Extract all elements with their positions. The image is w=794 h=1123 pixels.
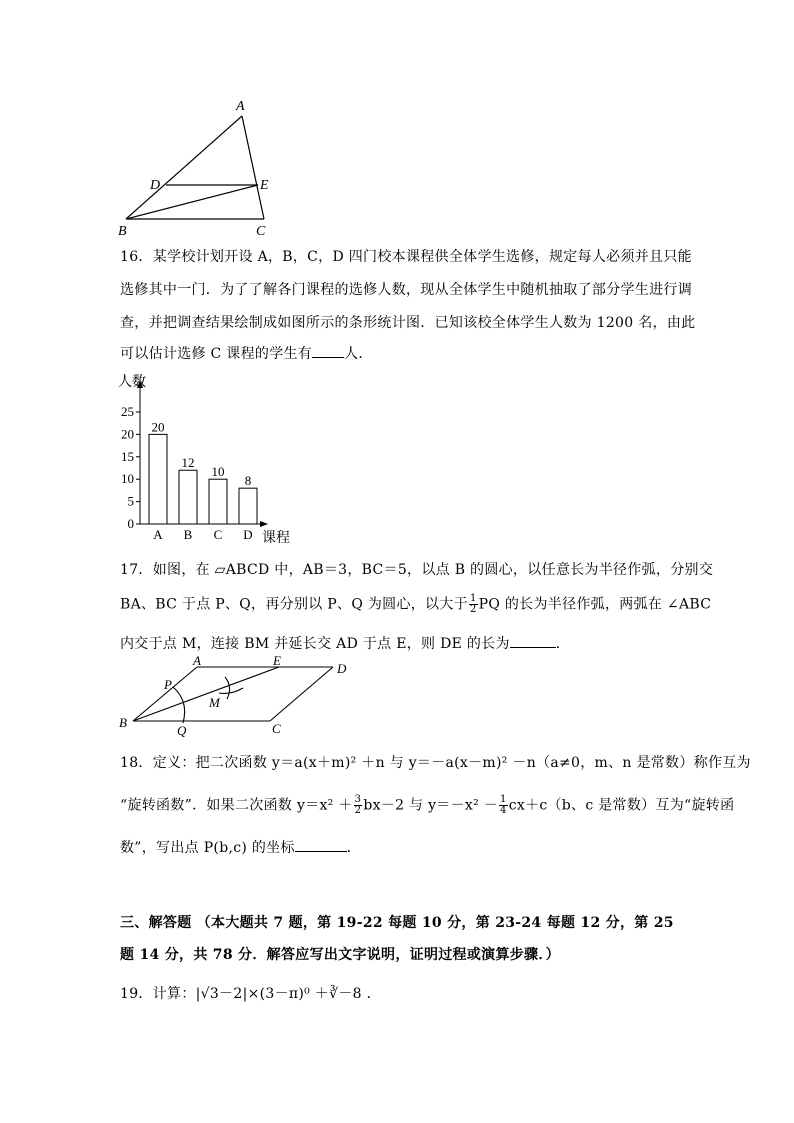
q18-frac2-den: 4 <box>500 805 507 816</box>
data-label-D: 8 <box>244 473 252 489</box>
label-m: M <box>209 695 220 710</box>
q16-line1: 16．某学校计划开设 A，B，C，D 四门校本课程供全体学生选修，规定每人必须并且只能 <box>120 249 692 265</box>
q17-frac-den: 2 <box>469 604 477 615</box>
q17-line2-pre: BA、BC 于点 P、Q，再分别以 P、Q 为圆心，以大于 <box>120 596 468 613</box>
q18-frac1-num: 3 <box>354 794 362 805</box>
q18-answer-blank <box>295 837 347 852</box>
side-cd <box>270 667 333 721</box>
bar-chart <box>112 370 302 550</box>
category-label-C: C <box>213 527 223 542</box>
q18-line3-post: ． <box>346 840 362 856</box>
x-axis-label: 课程 <box>262 531 290 546</box>
q18-fraction-1 <box>354 795 363 816</box>
y-axis-label: 人数 <box>118 375 146 390</box>
label-b: B <box>118 224 127 239</box>
q18-line2-a: “旋转函数”．如果二次函数 y＝x² ＋ <box>120 797 353 814</box>
q17-line3-pre: 内交于点 M，连接 BM 并延长交 AD 于点 E，则 DE 的长为 <box>120 636 510 652</box>
side-ab <box>133 667 197 721</box>
q18-fraction-2 <box>499 795 508 816</box>
q16-line2: 选修其中一门．为了了解各门课程的选修人数，现从全体学生中随机抽取了部分学生进行调 <box>120 282 692 298</box>
q18-line3-pre: 数”，写出点 P(b,c) 的坐标 <box>120 840 295 856</box>
bar-C <box>209 479 227 524</box>
q16-answer-blank <box>312 343 344 358</box>
data-label-C: 10 <box>211 464 225 480</box>
bar-B <box>179 470 197 524</box>
q17-line2 <box>120 594 711 615</box>
q16-line4-post: 人． <box>344 346 373 362</box>
q18-line2 <box>120 795 734 816</box>
arc-from-p <box>225 677 230 699</box>
y-tick-label: 20 <box>121 426 134 442</box>
q17-fraction <box>469 594 478 615</box>
q18-frac2-num: 1 <box>500 794 507 805</box>
y-tick-label: 15 <box>121 448 134 464</box>
q17-answer-blank <box>510 633 556 648</box>
label-a: A <box>193 655 201 668</box>
q18-line2-b: bx－2 与 y＝－x² － <box>363 797 499 814</box>
q19-text: 19．计算：|√3－2|×(3－π)⁰ ＋∛－8 ． <box>120 986 381 1002</box>
q18-frac1-den: 2 <box>354 805 362 816</box>
q16-line3: 查，并把调查结果绘制成如图所示的条形统计图．已知该校全体学生人数为 1200 名，由此 <box>120 315 696 331</box>
category-label-D: D <box>243 527 253 542</box>
q18-line2-c: cx＋c（b、c 是常数）互为“旋转函 <box>508 797 735 814</box>
label-e: E <box>260 178 269 193</box>
label-d: D <box>337 661 347 676</box>
label-e: E <box>273 655 281 668</box>
triangle-figure <box>110 95 290 240</box>
arc-from-q <box>219 688 243 693</box>
label-a: A <box>236 99 245 114</box>
q17-line3-post: ． <box>555 636 571 652</box>
category-label-B: B <box>183 527 193 542</box>
y-tick-label: 5 <box>127 493 134 509</box>
section3-line1: 三、解答题 （本大题共 7 题，第 19-22 每题 10 分，第 23-24 每题 12 分，第 25 <box>120 915 674 931</box>
label-c: C <box>272 721 281 736</box>
category-label-A: A <box>153 527 163 542</box>
x-axis-arrow <box>260 521 268 527</box>
y-tick-label: 25 <box>121 404 134 419</box>
label-p: P <box>164 677 172 692</box>
q17-line3 <box>120 633 570 654</box>
label-c: C <box>256 224 266 239</box>
bar-A <box>149 434 167 524</box>
parallelogram-figure <box>115 655 360 740</box>
q18-line1: 18．定义：把二次函数 y＝a(x＋m)² ＋n 与 y＝－a(x－m)² －n（a≠0，m、n 是常数）称作互为 <box>120 755 751 771</box>
label-d: D <box>150 178 161 193</box>
label-q: Q <box>177 723 187 738</box>
y-tick-label: 10 <box>121 471 134 487</box>
label-b: B <box>119 715 127 730</box>
y-tick-label: 0 <box>127 516 134 531</box>
q17-line2-post: PQ 的长为半径作弧，两弧在 ∠ABC <box>478 596 712 613</box>
q16-line4-pre: 可以估计选修 C 课程的学生有 <box>120 346 313 362</box>
segment-be <box>133 667 279 721</box>
q16-line4 <box>120 343 373 364</box>
q17-line1: 17．如图，在 ▱ABCD 中，AB＝3，BC＝5，以点 B 的圆心，以任意长为半径作弧，分别交 <box>120 562 714 578</box>
data-label-A: 20 <box>151 419 165 435</box>
bar-D <box>239 488 257 524</box>
section3-line2: 题 14 分，共 78 分．解答应写出文字说明，证明过程或演算步骤．） <box>120 947 560 963</box>
q17-frac-num: 1 <box>469 593 477 604</box>
data-label-B: 12 <box>181 455 195 471</box>
side-ac <box>242 116 264 219</box>
q18-line3 <box>120 837 361 858</box>
